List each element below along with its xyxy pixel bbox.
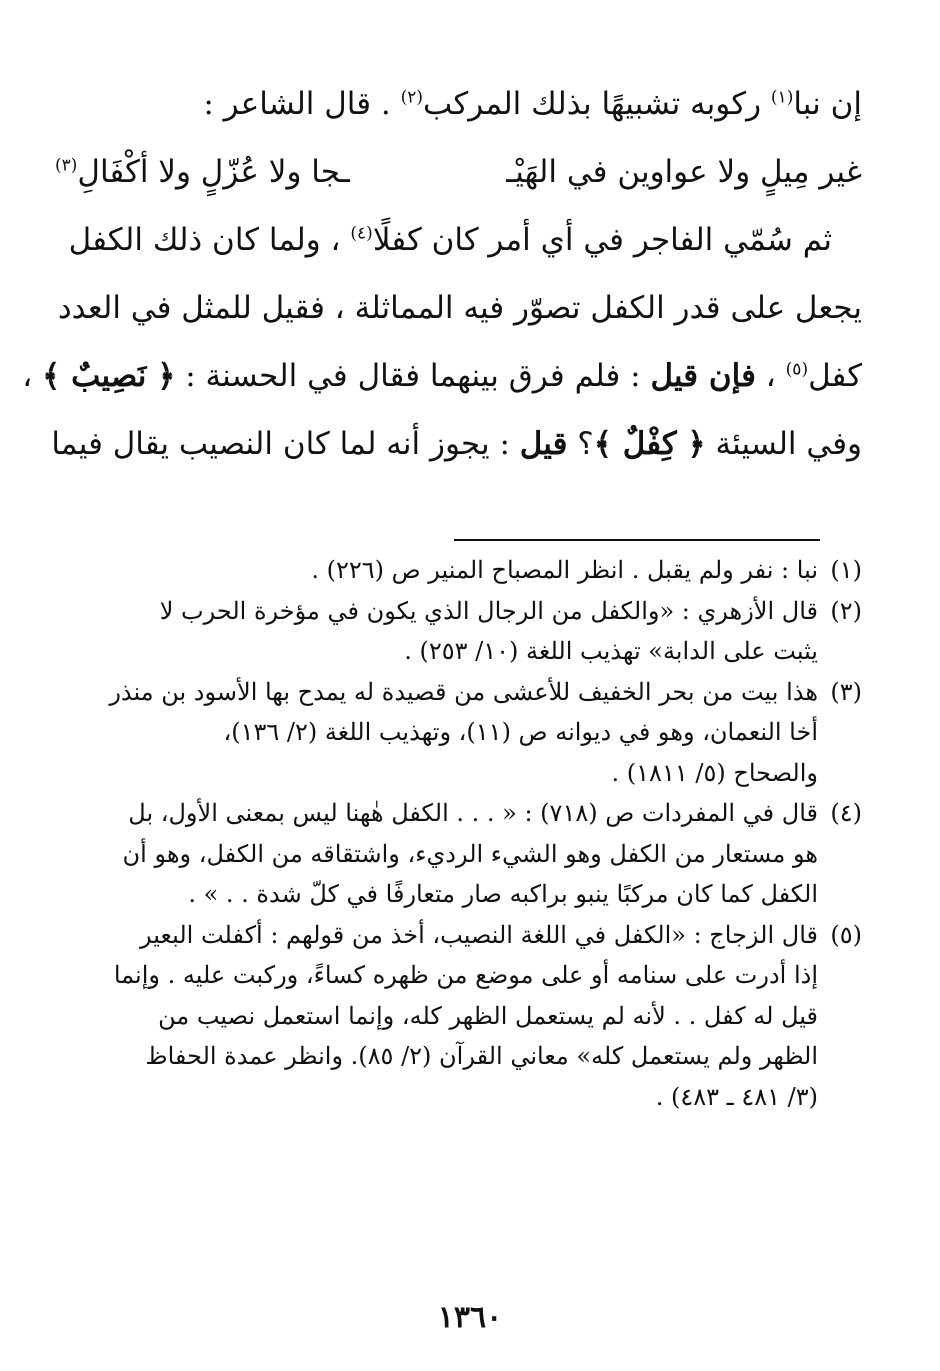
- footnote-line: قال في المفردات ص (٧١٨) : « . . . الكفل هٰهنا ليس بمعنى الأول، بل: [128, 799, 818, 827]
- footnote-line: إذا أدرت على سنامه أو على موضع من ظهره كساءً، وركبت عليه . وإنما: [113, 961, 818, 989]
- poetry-verse: [55, 138, 862, 206]
- footnote-ref-1[interactable]: (١): [770, 87, 794, 108]
- verse-hemistich-1: غير مِيلٍ ولا عواوين في الهَيْـ: [506, 154, 862, 190]
- footnote-number: (١): [830, 556, 862, 584]
- footnote-line: هذا بيت من بحر الخفيف للأعشى من قصيدة له يمدح بها الأسود بن منذر: [109, 677, 818, 706]
- quran-quote-kifl: ﴿ كِفْلٌ ﴾: [593, 426, 706, 462]
- main-text: [22, 70, 862, 478]
- footnote-divider: [454, 539, 820, 541]
- footnote-4: [48, 793, 862, 915]
- footnote-line: والصحاح (٥/ ١٨١١) .: [611, 758, 818, 787]
- body-line-4: يجعل على قدر الكفل تصوّر فيه المماثلة ، فقيل للمثل في العدد: [57, 290, 862, 326]
- footnote-ref-2[interactable]: (٢): [400, 87, 424, 108]
- answer-marker: قيل: [519, 426, 568, 462]
- footnote-ref-5[interactable]: (٥): [785, 359, 809, 380]
- body-line-3: ثم سُمّي الفاجر في أي أمر كان كفلًا$^{(٤)}$ ، ولما كان ذلك الكفل: [68, 222, 832, 258]
- page-number: ١٣٦٠: [437, 1300, 503, 1335]
- body-line-5: كفل$^{(٥)}$ ، فإن قيل : فلم فرق بينهما فقال في الحسنة : ﴿ نَصِيبٌ ﴾ ،: [22, 358, 862, 394]
- footnote-1: [48, 550, 862, 591]
- footnote-line: هو مستعار من الكفل وهو الشيء الرديء، واشتقاقه من الكفل، وهو أن: [122, 839, 818, 868]
- footnote-line: الكفل كما كان مركبًا ينبو براكبه صار متعارفًا في كلّ شدة . . » .: [188, 880, 818, 908]
- footnote-number: (٥): [830, 920, 862, 949]
- body-line-6: وفي السيئة ﴿ كِفْلٌ ﴾؟ قيل : يجوز أنه لما كان النصيب يقال فيما: [51, 426, 862, 462]
- footnote-ref-4[interactable]: (٤): [350, 223, 373, 244]
- footnote-number: (٢): [830, 596, 862, 625]
- footnote-number: (٤): [830, 799, 862, 827]
- footnote-number: (٣): [830, 677, 862, 706]
- quran-quote-nasib: ﴿ نَصِيبٌ ﴾: [42, 358, 176, 394]
- footnote-line: (٣/ ٤٨١ ـ ٤٨٣) .: [655, 1082, 818, 1111]
- footnote-3: [48, 672, 862, 794]
- footnote-line: قيل له كفل . . لأنه لم يستعمل الظهر كله، وإنما استعمل نصيب من: [158, 1001, 818, 1030]
- footnote-line: قال الزجاج : «الكفل في اللغة النصيب، أخذ من قولهم : أكفلت البعير: [140, 920, 818, 949]
- verse-hemistich-2: ـجا ولا عُزّلٍ ولا أكْفَالِ$^{(٣)}$: [55, 154, 350, 190]
- footnote-line: أخا النعمان، وهو في ديوانه ص (١١)، وتهذيب اللغة (٢/ ١٣٦)،: [223, 718, 818, 746]
- question-marker: فإن قيل: [650, 358, 756, 394]
- footnote-line: قال الأزهري : «والكفل من الرجال الذي يكون في مؤخرة الحرب لا: [159, 596, 818, 625]
- footnotes-section: [48, 550, 862, 1117]
- footnote-5: [48, 915, 862, 1118]
- footnote-ref-3[interactable]: (٣): [55, 155, 78, 176]
- footnote-line: الظهر ولم يستعمل كله» معاني القرآن (٢/ ٨٥). وانظر عمدة الحفاظ: [145, 1042, 818, 1070]
- footnote-line: نبا : نفر ولم يقبل . انظر المصباح المنير ص (٢٢٦) .: [311, 556, 818, 584]
- body-line-1: إن نبا$^{(١)}$ ركوبه تشبيهًا بذلك المركب$^{(٢)}$ . قال الشاعر :: [203, 86, 862, 122]
- footnote-2: [48, 591, 862, 672]
- footnote-line: يثبت على الدابة» تهذيب اللغة (١٠/ ٢٥٣) .: [404, 637, 818, 665]
